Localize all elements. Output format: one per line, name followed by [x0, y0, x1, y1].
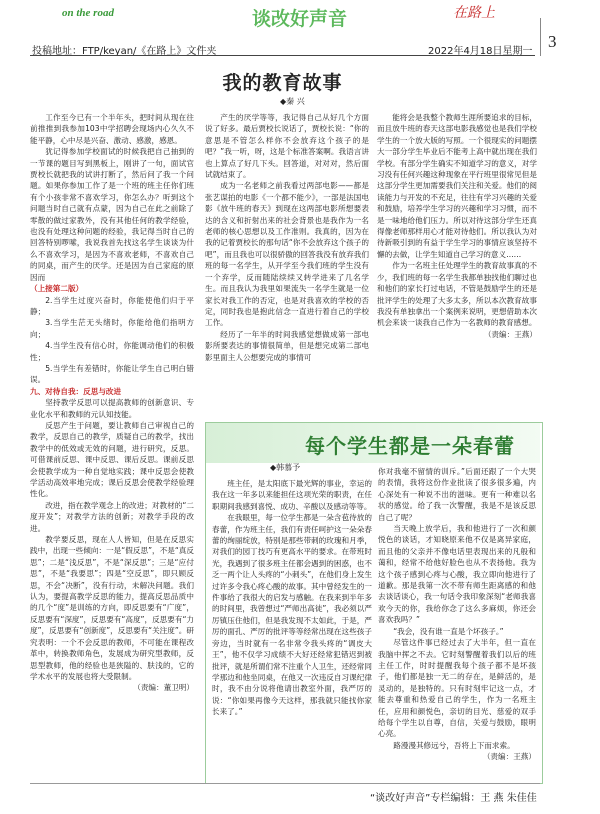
- paragraph: 产生的厌学等等，我记得自己从好几个方面说了好多。最后贾校长说话了，贾校长说：“你的意思是不管怎么样你不会放弃这个孩子的是吧？”我一听，呀，这是个标准答案啊。我语言讲也上算点了好几下头。回答道，对对对，然后面试就结束了。: [205, 113, 369, 180]
- list-item: 2.当学生过度兴奋时，你能使他们归于平静；: [30, 295, 194, 316]
- article-2-column-left: [212, 478, 372, 778]
- list-item: 3.当学生茫无头绪时，你能给他们指明方向；: [30, 318, 194, 339]
- paragraph: 教学要反思，现在人人皆知，但是在反思实践中，出现一些倾向：一是“假反思”，不是“真反思”；二是“浅反思”，不是“深反思”；三是“应付思”，不是“我要思”；四是“空反思”，即只顾反思，不会“决断”，没有行动，未解决问题。我们认为，要提高教学反思的能力，提高反思品质中的几个“度”是训练的方向，即反思要有“广度”，反思要有“深度”，反思要有“高度”，反思要有“力度”，反思要有“创新度”，反思要有“关注度”。研究表明：一个不会反思的教师，不可能在课程改革中，转换教师角色，发展成为研究型教师，反思型教师，他的经验也是狭隘的、肤浅的，它的学术水平的发展也将大受限制。: [30, 535, 194, 681]
- brand-logo: 在路上: [453, 5, 495, 21]
- article-2-author: ◆韩慕予: [270, 463, 301, 472]
- page-number: 3: [548, 32, 557, 51]
- editor-signature: （责编：王燕）: [483, 329, 537, 339]
- submit-address: 投稿地址：FTP/keyan/《在路上》文件夹: [32, 46, 217, 57]
- header-rule: [30, 55, 535, 56]
- column-title: 谈改好声音: [252, 8, 348, 30]
- paragraph: 班主任，是太阳底下最光辉的事业，幸运的我在这一年多以来能担任这项光荣的职责，在任职期间我感到喜悦、成功、辛酸以及感动等等。: [212, 479, 372, 511]
- section-heading: 九、对待自我：反思与改进: [30, 386, 122, 396]
- footer-editor-line: “谈改好声音”专栏编辑：王 燕 朱佳佳: [370, 793, 537, 804]
- paragraph: 在我眼里，每一位学生都是一朵含苞待放的春蕾，作为班主任，我们有责任呵护这一朵朵春蕾的绚丽绽放，特别是那些带刺的玫瑰和月季，对我们的园丁技巧有更高水平的要求。在带班时光，我遇到了很多班主任都会遇到的困惑，也不乏一两个让人头疼的“小刺头”，在他们身上发生过许多令我心疼心酸的故事。其中曾经发生的一件事给了我很大的启发与感触。在我来到半年多的时间里，我曾想过“严师出高徒”，我必须以严厉镇压住他们，但是我发现不太如此，于是，严厉的面孔、严厉的批评等等经常出现在这些孩子旁边，当时就有一名非常令我头疼的“调皮大王”，他不仅学习成绩不大好还经常犯错迟到被批评，就是所谓们常不注重个人卫生，还经常同学那边和他坐同桌，在他又一次违反自习课纪律时，我不由分说将他请出教室外面，我严厉的说：“你如果再像今天这样，那我就只能找你家长来了。”: [212, 513, 372, 717]
- paragraph: 经历了一年半的时间我感觉想做成第一部电影所要表达的事情很简单，但是想完成第二部电影里面主人公想要完成的事情可: [205, 329, 369, 362]
- editor-signature: （责编：董卫明）: [133, 683, 194, 693]
- paragraph: 作为一名班主任处理学生的教育故事真的不少，我们班的每一名学生我都单独找他们聊过也和他们的家长打过电话，不管是鼓励学生的还是批评学生的处理了大多太多，所以本次教育故事我没有单独拿出一个案例来说明，更想借助本次机会来谈一谈我自己作为一名教师的教育感想。: [377, 261, 537, 328]
- section-subhead: （上接第二版）: [30, 284, 84, 294]
- list-item: 5.当学生有差错时，你能让学生自己明白错误。: [30, 363, 194, 385]
- paragraph: 尽管这件事已经过去了大半年，但一直在我脑中挥之不去。它时刻警醒着我们以后的班主任工作，时时提醒我每个孩子都不是坏孩子，他们都是独一无二的存在，是鲜活的，是灵动的，是独特的。只有时刻牢记这一点，才能去尊重和热爱自己的学生，作为一名班主任，应用和颜悦色，亲切的目光、慈爱的双手给每个学生以自尊，自信，关爱与鼓励，眼明心亮。: [378, 638, 536, 739]
- article-1-column-1: [30, 112, 194, 780]
- article-1-author: ◆秦 兴: [280, 97, 305, 106]
- paragraph: 坚持教学反思可以提高教师的创新意识、专业化水平和教师的元认知技能。: [30, 398, 194, 419]
- footer-rule: [30, 783, 540, 784]
- article-2-column-right: [378, 466, 536, 778]
- masthead-on-the-road: on the road: [62, 7, 114, 19]
- issue-date: 2022年4月18日星期一: [428, 46, 533, 57]
- paragraph: 犹记得参加学校面试的时候我把自己抽到的一节课的题目写到黑板上，刚讲了一句，面试官贾校长就把我的试讲打断了，然后问了我一个问题。如果你参加工作了是一个班的班主任你们班有个小孩非常不喜欢学习，你怎么办？听到这个问题当时自己就有点蒙，因为自己在此之前除了零散的做过家教外，没有其他任何的教学经验，也没有处理这种问题的经验，我记得当时自己的回答特别啰嗦，我说我首先找这名学生谈谈为什么不喜欢学习，是因为不喜欢老师，不喜欢自己的同桌，而产生的厌学。还是因为自己家庭的原因而: [30, 147, 194, 282]
- paragraph: 你对我毫不留情的训斥。”后面还跟了一个大哭的表情，我将这份作业批读了很多很多遍，内心深处有一种说不出的滋味。更有一种难以名状的感觉。给了我一次警醒，我是不是该反思自己了呢？: [378, 467, 536, 522]
- editor-signature: （责编：王燕）: [482, 752, 536, 762]
- article-2-title: 每个学生都是一朵春蕾: [305, 434, 515, 458]
- article-1-title: 我的教育故事: [222, 72, 343, 94]
- paragraph: 成为一名老师之前我看过两部电影——都是张艺谋拍的电影《一个都不能少》，一部是法国电影《放牛班的春天》到现在这两部电影所想要表达的含义和折射出来的社会背景也是我作为一名老师的核心思想以及工作准则。我真的，因为在我的记着贾校长的那句话“你不会放弃这个孩子的吧”，而且我也可以很骄傲的回答我没有放弃我们班的每一名学生，从开学至今我们班的学生没有一个弃学，反而随陆续续又转学进来了几名学生。而且我认为我里如果流失一名学生就是一位家长对我工作的否定，也是对我喜欢的学校的否定，同时我也是抱此信念一直进行着自己的学校工作。: [205, 181, 369, 328]
- header-divider: [540, 18, 541, 56]
- paragraph: 反思产生于问题，要让教师自己审视自己的教学，反思自己的教学，质疑自己的教学，找出教学中的低效或无效的问题，进行研究，反思。可借课前反思、课中反思、课后反思。课前反思会使教学成为一种自觉地实践；课中反思会使教学活动高效率地完成；课后反思会使教学经验理性化。: [30, 420, 194, 499]
- article-1-column-2: [205, 112, 369, 416]
- paragraph: “我会，没有谁一直是个坏孩子。”: [393, 626, 504, 636]
- paragraph: 路漫漫其修远兮，吾将上下而求索。: [393, 740, 515, 750]
- paragraph: 改进，指在教学观念上的改进；对教材的“二度开发”；对教学方法的创新；对教学手段的改进。: [30, 500, 194, 533]
- paragraph: 能将会是我整个教师生涯所要追求的目标，而且放牛班的春天这部电影我感觉也是我们学校学生的一个放大版的写照。一个很现实的问题摆大一部分学生毕业后不能考上高中就出现在我们学校。有部分学生确实不知道学习的意义，对学习没有任何兴趣这种现象在平行班里很常见但是这部分学生更加需要我们关注和关爱。他们的阅读能力与开发的不充足，往往有学习兴趣的关爱和鼓励，培养学生学习的兴趣和学习习惯，而不是一味地给他们压力。所以对待这部分学生还真得像老师那样用心才能对待他们。所以我认为对待新吸引到的有益于学生学习的事情应该坚持不懈的去做，让学生知道自己学习的意义……: [377, 113, 537, 259]
- list-item: 4.当学生没有信心时，你能调动他们的积极性；: [30, 341, 194, 362]
- paragraph: 工作至今已有一个半年头，把时间从现在往前推推到我参加103中学招聘会现场内心久久不能平静，心中尽是兴奋、激动、感激，感恩。: [30, 113, 194, 145]
- paragraph: 当天晚上放学后，我和他进行了一次和颜悦色的谈话，才知晓原来他不仅是离异家庭，而且他的父亲并不像电话里表现出来的凡般和蔼和，经常不给他好脸色也从不表扬他。我为这个孩子感到心疼与心酸，我立即向他进行了道歉。那是我第一次不带有师生距离感的和他去谈话谈心，我一句话令我印象深刻“老师我喜欢今天的你，我给你念了这么多麻烦，你还会喜欢我吗？”: [378, 524, 536, 625]
- article-1-column-3: [377, 112, 537, 416]
